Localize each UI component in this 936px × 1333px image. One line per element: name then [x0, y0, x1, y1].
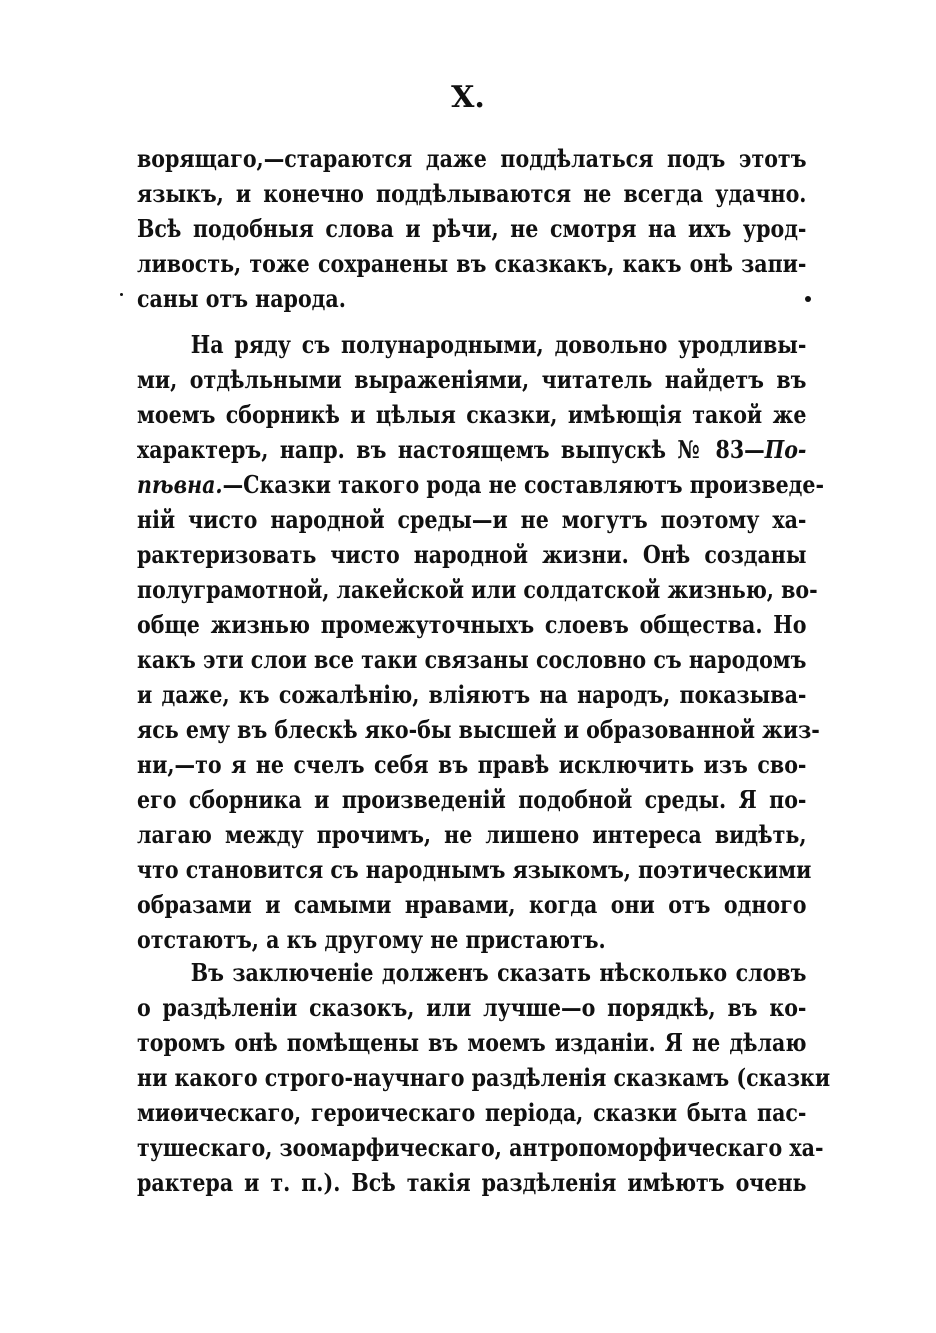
- text-line: [137, 467, 825, 502]
- italic-title-fragment: пѣвна.: [137, 470, 223, 499]
- text-line: миѳическаго, героическаго періода, сказки быта пас-: [137, 1098, 807, 1127]
- text-line: ній чисто народной среды—и не могутъ поэтому ха-: [137, 505, 807, 534]
- text-span: характеръ, напр. въ настоящемъ выпускѣ № 83—: [137, 435, 765, 464]
- paragraph-1: [137, 141, 807, 316]
- text-line: ворящаго,—стараются даже поддѣлаться подъ этотъ: [137, 144, 807, 173]
- text-line: его сборника и произведеній подобной среды. Я по-: [137, 785, 807, 814]
- text-line: На ряду съ полународными, довольно уродливы-: [190, 330, 807, 359]
- text-line: лагаю между прочимъ, не лишено интереса видѣть,: [137, 820, 807, 849]
- paragraph-3: [137, 955, 831, 1200]
- text-line: обще жизнью промежуточныхъ слоевъ общества. Но: [137, 610, 807, 639]
- text-line: [137, 432, 806, 467]
- text-line: и даже, къ сожалѣнію, вліяютъ на народъ, показыва-: [137, 680, 807, 709]
- text-line: языкъ, и конечно поддѣлываются не всегда удачно.: [137, 179, 807, 208]
- text-line: ни,—то я не счелъ себя въ правѣ исключить изъ сво-: [137, 750, 807, 779]
- text-line: ясь ему въ блескѣ яко-бы высшей и образованной жиз-: [137, 715, 820, 744]
- text-line: о раздѣленіи сказокъ, или лучше—о порядкѣ, въ ко-: [137, 993, 807, 1022]
- text-line: отстаютъ, а къ другому не пристаютъ.: [137, 925, 606, 954]
- text-line: ливость, тоже сохранены въ сказкакъ, какъ онѣ запи-: [137, 249, 807, 278]
- stray-dot-mark: [805, 296, 811, 302]
- text-line: рактера и т. п.). Всѣ такія раздѣленія имѣютъ очень: [137, 1168, 807, 1197]
- text-line: Въ заключеніе долженъ сказать нѣсколько словъ: [190, 958, 807, 987]
- stray-dot-mark: [120, 293, 123, 296]
- text-line: моемъ сборникѣ и цѣлыя сказки, имѣющія такой же: [137, 400, 807, 429]
- text-span: —Сказки такого рода не составляютъ произведе-: [222, 470, 825, 499]
- text-line: какъ эти слои все таки связаны сословно съ народомъ: [137, 645, 807, 674]
- text-line: что становится съ народнымъ языкомъ, поэтическими: [137, 855, 812, 884]
- text-line: ни какого строго-научнаго раздѣленія сказкамъ (сказки: [137, 1063, 831, 1092]
- text-line: образами и самыми нравами, когда они отъ одного: [137, 890, 807, 919]
- paragraph-2: [137, 327, 825, 957]
- text-line: тушескаго, зоомарфическаго, антропоморфическаго ха-: [137, 1133, 824, 1162]
- text-line: саны отъ народа.: [137, 284, 346, 313]
- text-line: торомъ онѣ помѣщены въ моемъ изданіи. Я не дѣлаю: [137, 1028, 807, 1057]
- text-line: рактеризовать чисто народной жизни. Онѣ созданы: [137, 540, 807, 569]
- text-line: Всѣ подобныя слова и рѣчи, не смотря на ихъ урод-: [137, 214, 807, 243]
- text-line: полуграмотной, лакейской или солдатской жизнью, во-: [137, 575, 818, 604]
- italic-title-fragment: По-: [764, 435, 807, 464]
- page-number: X.: [451, 80, 485, 115]
- text-line: ми, отдѣльными выраженіями, читатель найдетъ въ: [137, 365, 807, 394]
